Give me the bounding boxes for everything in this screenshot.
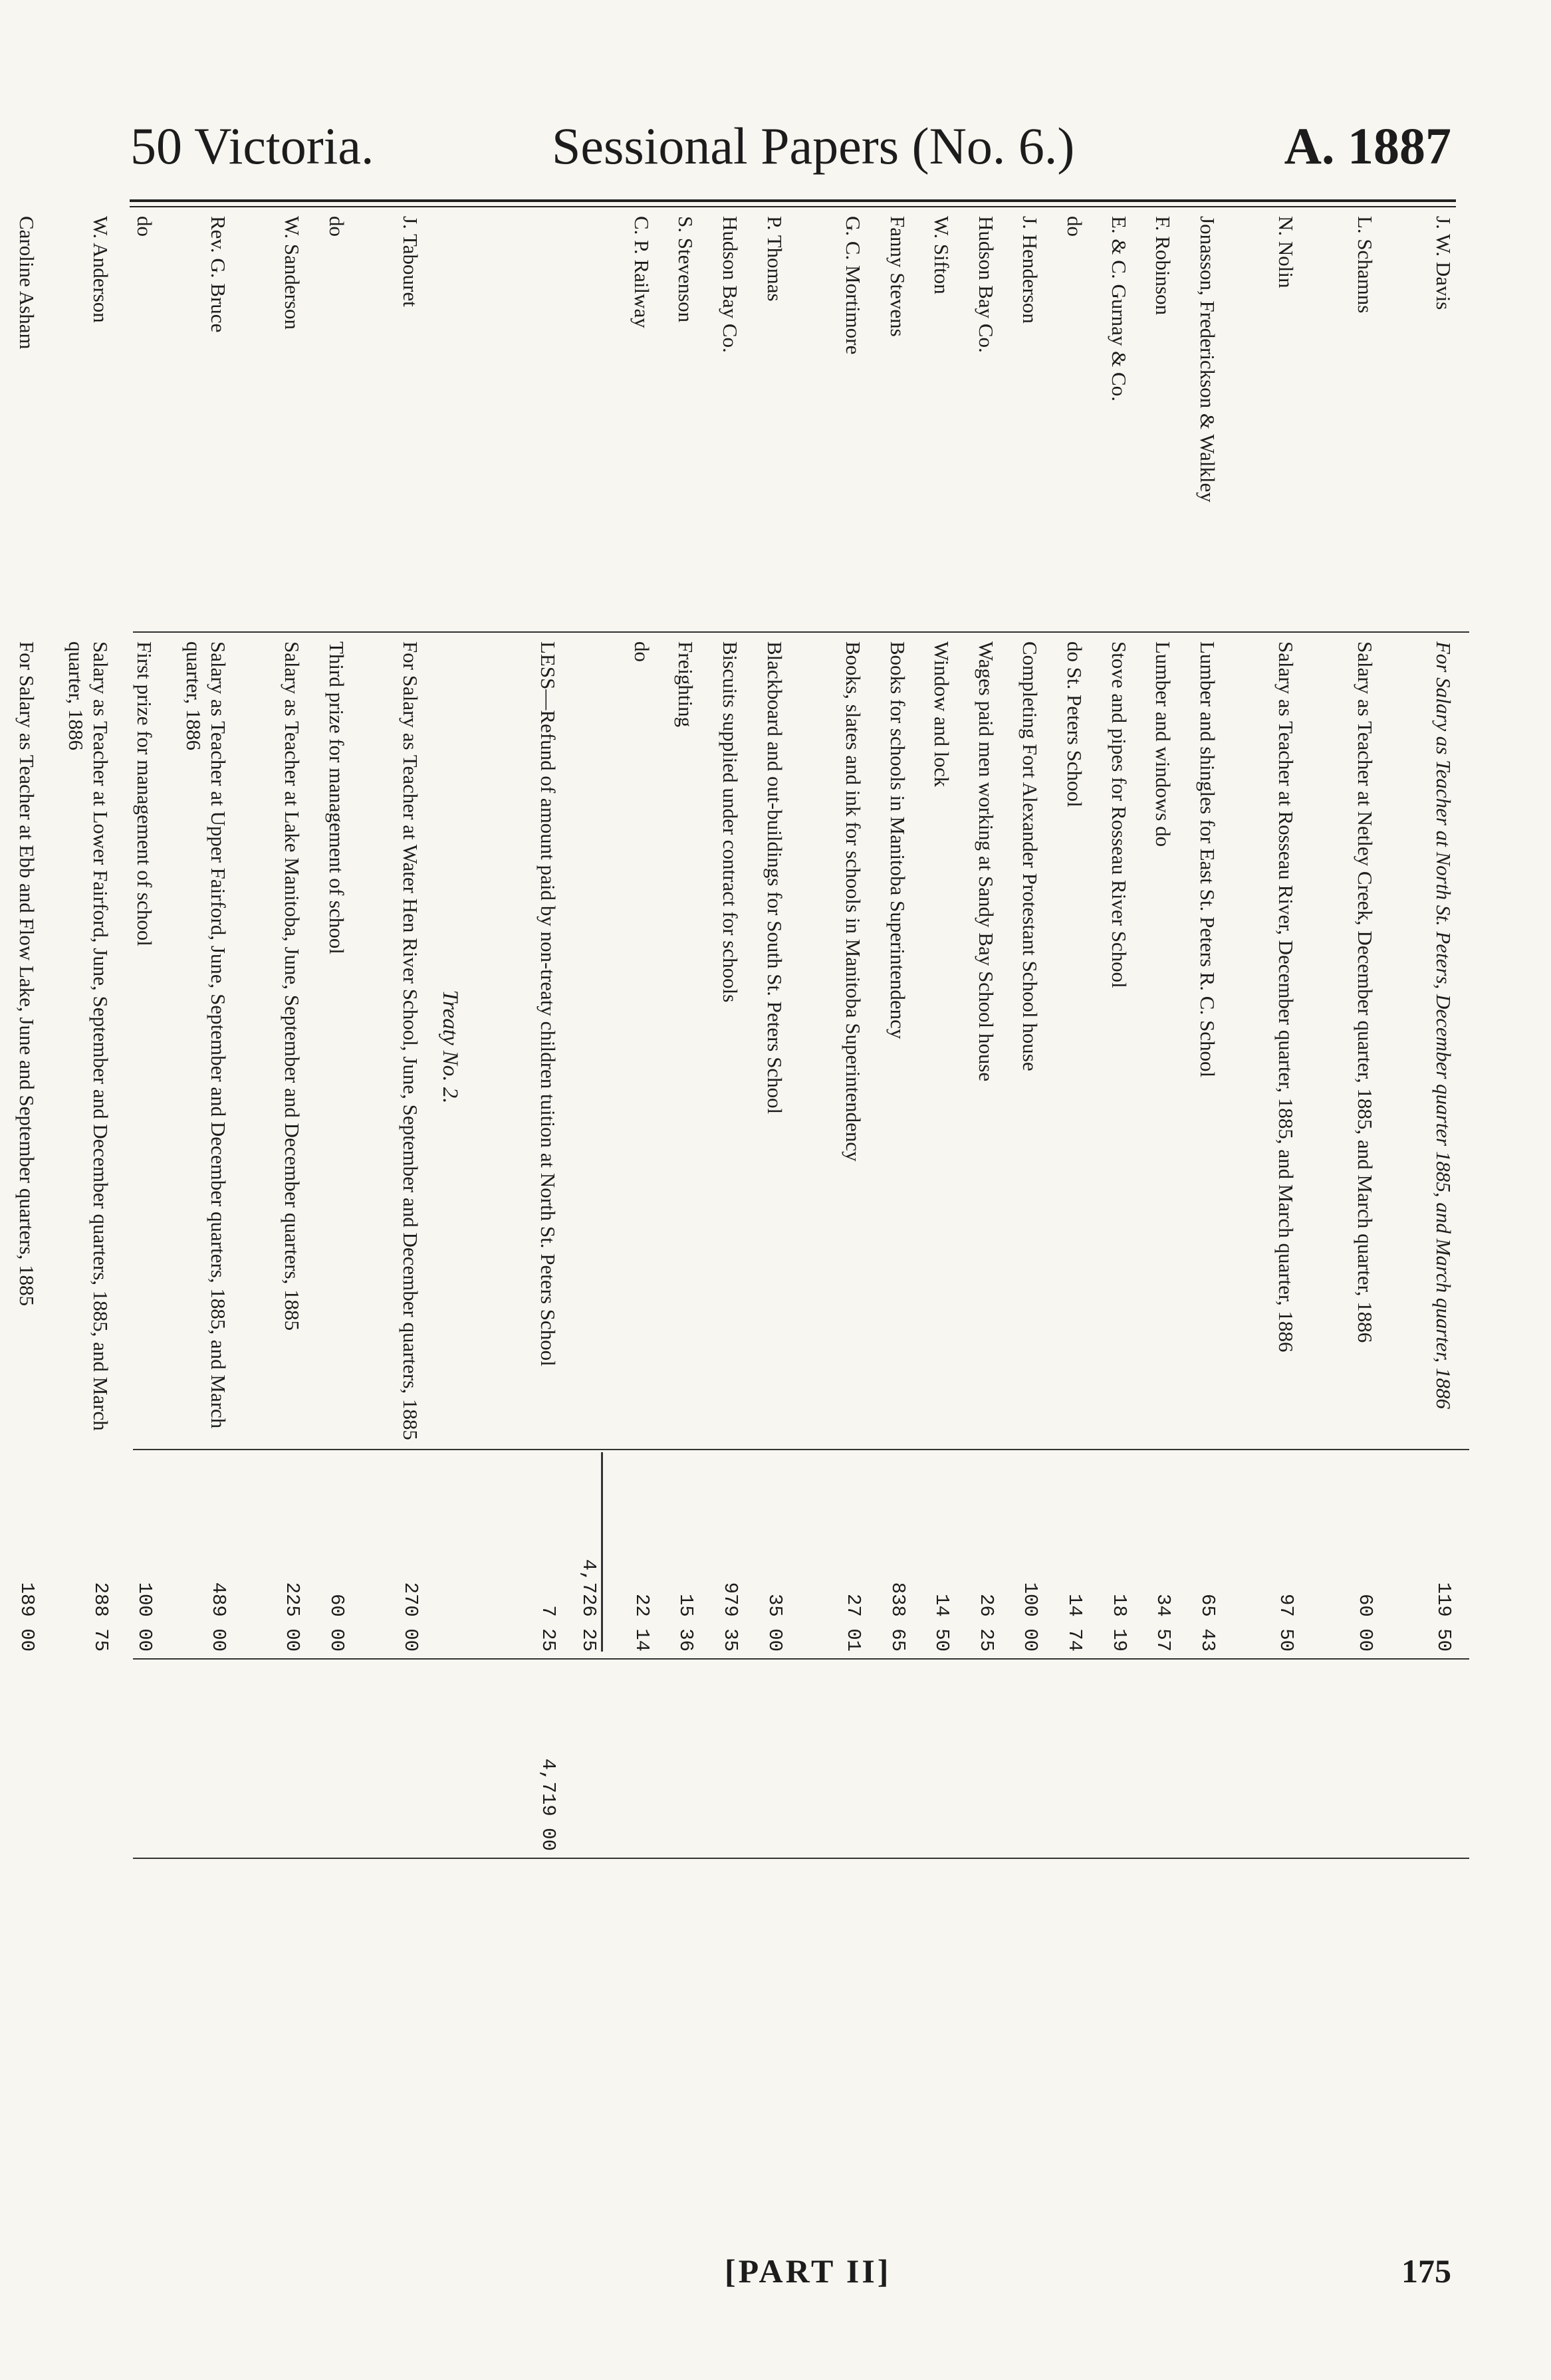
entry-amount: 100 00 (1019, 1582, 1042, 1652)
header-right: A. 1887 (1284, 117, 1451, 175)
refund-amount: 7 25 (537, 1605, 560, 1652)
payee-name: L. Schamns (1353, 216, 1377, 314)
entry-description: Lumber and shingles for East St. Peters R. C. School (1195, 641, 1219, 1078)
entry-amount: 18 19 (1108, 1593, 1130, 1652)
entry-description: Salary as Teacher at Upper Fairford, June, September and December quarters, 1885, and March quarter, 1886 (182, 641, 231, 1429)
payee-name: C. P. Railway (630, 216, 654, 328)
entry-amount: 97 50 (1275, 1593, 1298, 1652)
payee-name: N. Nolin (1274, 216, 1298, 288)
refund-label: LESS—Refund of amount paid by non-treaty children tuition at North St. Peters School (537, 641, 560, 1366)
entry-amount: 225 00 (281, 1582, 304, 1652)
entry-description: Third prize for management of school (325, 641, 348, 954)
payee-name: do (325, 216, 348, 237)
payee-name: Hudson Bay Co. (719, 216, 742, 353)
payee-name: F. Robinson (1151, 216, 1175, 316)
payee-name: P. Thomas (763, 216, 786, 302)
entry-description: Salary as Teacher at Netley Creek, December quarter, 1885, and March quarter, 1886 (1353, 641, 1377, 1343)
payee-name: Rev. G. Bruce (207, 216, 231, 333)
expenditure-table (15, 216, 1469, 2070)
subtotal-amount: 4,726 25 (576, 1452, 603, 1652)
payee-name: W. Sifton (930, 216, 954, 294)
entry-amount: 35 00 (763, 1593, 786, 1652)
entry-description: Window and lock (930, 641, 954, 788)
entry-amount: 27 01 (842, 1593, 864, 1652)
treaty-heading: Treaty No. 2. (437, 990, 462, 1104)
entry-amount: 14 50 (931, 1593, 953, 1652)
header-center: Sessional Papers (No. 6.) (552, 117, 1075, 175)
entry-description: First prize for management of school (133, 641, 157, 946)
entry-amount: 288 75 (89, 1582, 112, 1652)
entry-description: Wages paid men working at Sandy Bay School house (974, 641, 998, 1082)
entry-description: do St. Peters School (1063, 641, 1086, 808)
entry-amount: 34 57 (1152, 1593, 1175, 1652)
column-divider (133, 1658, 1469, 1660)
entry-amount: 979 35 (719, 1582, 741, 1652)
column-divider (133, 631, 1469, 633)
page-number: 175 (1401, 2252, 1451, 2290)
entry-description: Completing Fort Alexander Protestant School house (1018, 641, 1042, 1071)
payee-name: do (1063, 216, 1086, 237)
entry-description: Biscuits supplied under contract for schools (719, 641, 742, 1003)
entry-description: Blackboard and out-buildings for South St. Peters School (763, 641, 786, 1115)
payee-name: J. W. Davis (1432, 216, 1455, 310)
entry-amount: 838 65 (886, 1582, 909, 1652)
part-label: [PART II] (725, 2252, 892, 2290)
entry-description: For Salary as Teacher at North St. Peters, December quarter 1885, and March quarter, 1886 (1432, 641, 1455, 1409)
payee-name: Hudson Bay Co. (974, 216, 998, 353)
entry-amount: 100 00 (134, 1582, 156, 1652)
entry-amount: 14 74 (1064, 1593, 1086, 1652)
entry-amount: 60 00 (326, 1593, 348, 1652)
entry-description: Freighting (674, 641, 698, 728)
entry-description: Stove and pipes for Rosseau River School (1107, 641, 1131, 988)
running-header (0, 116, 1551, 176)
entry-amount: 489 00 (207, 1582, 230, 1652)
payee-name: Caroline Asham (15, 216, 39, 350)
entry-amount: 189 00 (15, 1582, 38, 1652)
entry-description: For Salary as Teacher at Water Hen River School, June, September and December quarters, 1885 (399, 641, 422, 1440)
entry-description: do (630, 641, 654, 662)
header-rule-thin (130, 206, 1456, 207)
header-rule (130, 199, 1456, 202)
column-divider (133, 1858, 1469, 1859)
payee-name: Fanny Stevens (886, 216, 909, 337)
net-total: 4,719 00 (537, 1758, 560, 1851)
payee-name: S. Stevenson (674, 216, 698, 323)
entry-amount: 119 50 (1433, 1582, 1455, 1652)
entry-description: Salary as Teacher at Rosseau River, December quarter, 1885, and March quarter, 1886 (1274, 641, 1298, 1352)
payee-name: Jonasson, Frederickson & Walkley (1195, 216, 1219, 502)
entry-amount: 60 00 (1354, 1593, 1376, 1652)
entry-description: Books, slates and ink for schools in Manitoba Superintendency (842, 641, 865, 1162)
entry-description: Books for schools in Manitoba Superintendency (886, 641, 909, 1039)
entry-description: Salary as Teacher at Lower Fairford, June, September and December quarters, 1885, and March quarter, 1886 (64, 641, 112, 1431)
header-left: 50 Victoria. (130, 117, 374, 175)
entry-amount: 26 25 (975, 1593, 997, 1652)
payee-name: E. & C. Gurnay & Co. (1107, 216, 1131, 401)
payee-name: W. Anderson (88, 216, 112, 323)
entry-description: For Salary as Teacher at Ebb and Flow Lake, June and September quarters, 1885 (15, 641, 39, 1307)
entry-description: Lumber and windows do (1151, 641, 1175, 847)
payee-name: G. C. Mortimore (842, 216, 865, 355)
payee-name: do (133, 216, 157, 237)
payee-name: J. Henderson (1018, 216, 1042, 324)
entry-amount: 65 43 (1196, 1593, 1219, 1652)
entry-amount: 15 36 (675, 1593, 697, 1652)
entry-amount: 270 00 (400, 1582, 421, 1652)
entry-description: Salary as Teacher at Lake Manitoba, June, September and December quarters, 1885 (281, 641, 304, 1331)
payee-name: J. Tabouret (399, 216, 422, 307)
payee-name: W. Sanderson (281, 216, 304, 330)
entry-amount: 22 14 (630, 1593, 653, 1652)
